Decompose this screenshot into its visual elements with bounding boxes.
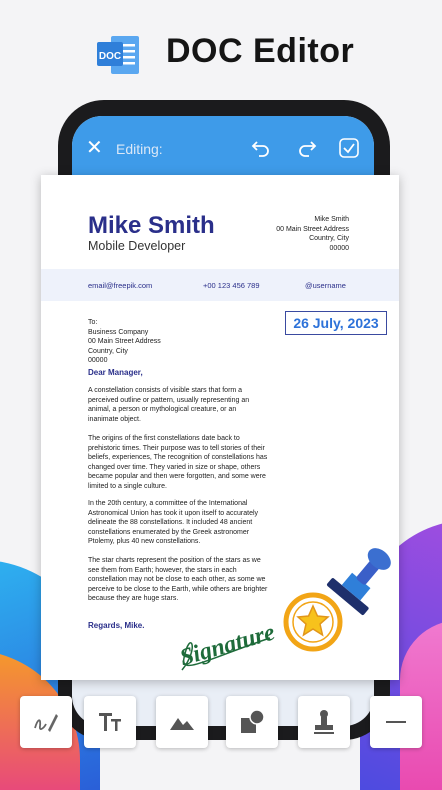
paragraph-3: In the 20th century, a committee of the International Astronomical Union has took it upon itself to accurately delineate the 88 constellations. It included 48 ancient constellations enumerated by the Greek astronomer Ptolemy, plus 40 new constellations. xyxy=(88,500,259,546)
doc-logo-icon xyxy=(97,32,141,76)
stamp-tool-button[interactable] xyxy=(298,696,350,748)
date-text-box[interactable] xyxy=(285,311,387,335)
line-tool-button[interactable] xyxy=(370,696,422,748)
resume-name: Mike Smith xyxy=(88,212,215,239)
image-icon xyxy=(168,708,196,736)
recipient-address: To: Business Company 00 Main Street Address Country, City 00000 xyxy=(88,319,161,364)
editor-app-bar xyxy=(72,116,374,178)
signature-text: Signature xyxy=(177,619,278,672)
text-format-icon xyxy=(96,708,124,736)
stamp-icon xyxy=(310,708,338,736)
contact-strip xyxy=(41,269,399,301)
close-icon[interactable]: ✕ xyxy=(86,137,103,159)
phone-text: +00 123 456 789 xyxy=(203,281,260,290)
check-icon[interactable] xyxy=(338,137,360,159)
logo-text: DOC xyxy=(98,51,122,62)
closing: Regards, Mike. xyxy=(88,621,145,630)
pen-signature-icon xyxy=(32,708,60,736)
editing-status-label: Editing: xyxy=(116,141,163,157)
paragraph-1: A constellation consists of visible stars that form a perceived outline or pattern, usually representing an animal, a person or mythological creature, or an inanimate object. xyxy=(88,387,250,423)
date-text: 26 July, 2023 xyxy=(293,315,379,331)
sender-address: Mike Smith 00 Main Street Address Country, City 00000 xyxy=(276,216,349,252)
app-header xyxy=(0,0,442,100)
paragraph-4: The star charts represent the position of the stars as we see them from Earth; however, the stars in each constellation may not be close to each other, as some we perceive to be close to the Earth, while others are brighter because they are huge stars. xyxy=(88,557,268,603)
app-title: DOC Editor xyxy=(166,32,355,70)
shapes-icon xyxy=(238,708,266,736)
signature-image[interactable] xyxy=(170,608,280,678)
stamp-image[interactable] xyxy=(278,540,398,660)
shapes-tool-button[interactable] xyxy=(226,696,278,748)
line-icon xyxy=(382,708,410,736)
email-text: email@freepik.com xyxy=(88,281,153,290)
greeting: Dear Manager, xyxy=(88,368,143,377)
username-text: @username xyxy=(305,281,346,290)
signature-tool-button[interactable] xyxy=(20,696,72,748)
bottom-toolbar xyxy=(0,690,442,760)
undo-icon[interactable] xyxy=(250,137,272,159)
text-tool-button[interactable] xyxy=(84,696,136,748)
image-tool-button[interactable] xyxy=(156,696,208,748)
paragraph-2: The origins of the first constellations date back to prehistoric times. Their purpose was to tell stories of their beliefs, experiences, The recognition of constellations has changed over time. They varied in size or shape, others became popular and then were forgotten, and some were limited to a single culture. xyxy=(88,435,268,490)
resume-role: Mobile Developer xyxy=(88,239,186,253)
redo-icon[interactable] xyxy=(296,137,318,159)
